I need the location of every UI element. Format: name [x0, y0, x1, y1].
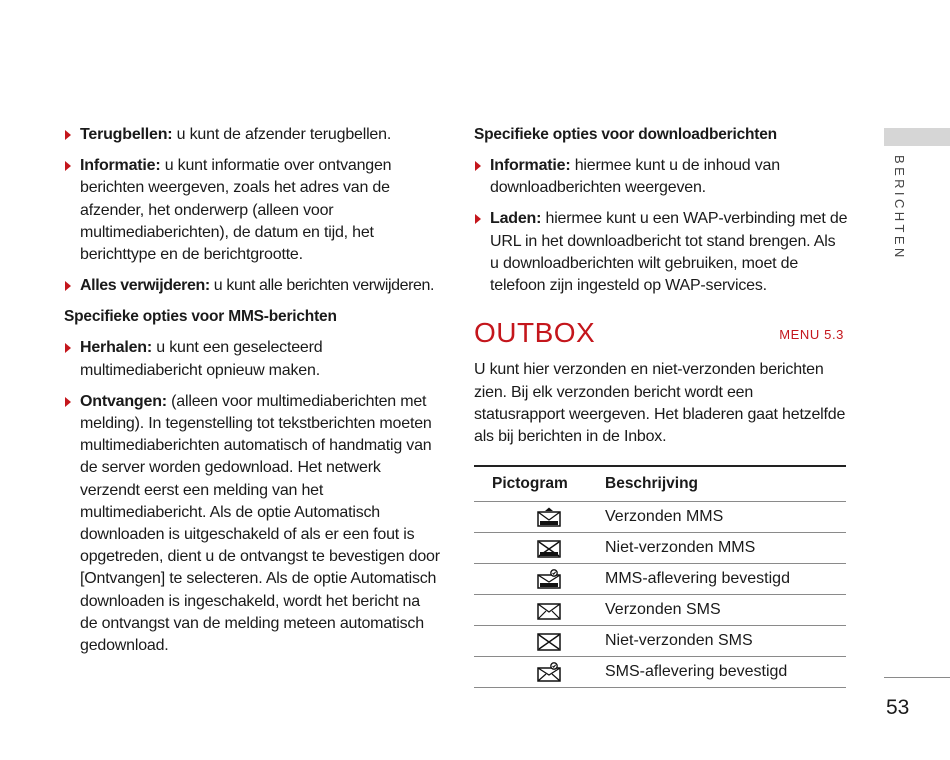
bullet-arrow-icon — [65, 130, 71, 140]
option-text: hiermee kunt u de inhoud van downloadberichten weergeven. — [490, 157, 780, 197]
table-row — [474, 656, 846, 687]
section-title: OUTBOX — [474, 317, 596, 349]
option-item — [64, 155, 440, 266]
option-text: u kunt de afzender terugbellen. — [176, 126, 392, 143]
right-column — [474, 124, 848, 688]
row-description: Verzonden MMS — [605, 501, 846, 532]
mms-unsent-icon — [537, 538, 561, 558]
sms-delivered-icon — [537, 662, 561, 682]
side-tab-bar — [884, 128, 950, 146]
page-number-divider — [884, 677, 950, 678]
section-description: U kunt hier verzonden en niet-verzonden berichten zien. Bij elk verzonden bericht wordt een statusrapport weergeven. Het bladeren gaat hetzelfde als bij berichten in de Inbox. — [474, 361, 846, 446]
option-text: u kunt alle berichten verwijderen. — [213, 277, 435, 295]
table-row — [474, 625, 846, 656]
table-row — [474, 594, 846, 625]
menu-number: MENU 5.3 — [779, 327, 844, 343]
option-item — [64, 391, 440, 657]
outbox-section-header — [474, 317, 848, 355]
bullet-arrow-icon — [65, 161, 71, 171]
option-term: Ontvangen: — [80, 392, 167, 410]
sms-sent-icon — [537, 600, 561, 620]
option-term: Informatie: — [80, 157, 161, 175]
option-text: u kunt een geselecteerd multimediabericht opnieuw maken. — [80, 339, 323, 379]
column-header-icon: Pictogram — [492, 474, 568, 492]
option-text: (alleen voor multimediaberichten met melding). In tegenstelling tot tekstberichten moeten multimediaberichten automatisch of handmatig van de server worden gedownload. Het netwerk verzendt eerst een melding van het multimediabericht. Als de optie Automatisch downloaden is uitgeschakeld of als er een fout is opgetreden, dient u de ontvangst te bevestigen door [Ontvangen] te selecteren. Als de optie Automatisch downloaden is ingeschakeld, wordt het bericht na de ontvangst van de melding meteen automatisch gedownload. — [80, 392, 440, 655]
option-item — [474, 155, 848, 199]
option-term: Laden: — [490, 210, 542, 228]
option-item — [474, 208, 848, 297]
row-description: Niet-verzonden SMS — [605, 625, 846, 656]
page-number: 53 — [886, 696, 910, 719]
table-row — [474, 532, 846, 563]
icon-table — [474, 465, 846, 688]
bullet-arrow-icon — [475, 214, 481, 224]
option-text: hiermee kunt u een WAP-verbinding met de URL in het downloadbericht tot stand brengen. Als u downloadberichten wilt gebruiken, moet de telefoon zijn ingesteld op WAP-services. — [490, 210, 848, 295]
left-column — [64, 124, 440, 666]
row-description: Verzonden SMS — [605, 594, 846, 625]
option-item — [64, 275, 440, 297]
bullet-arrow-icon — [475, 161, 481, 171]
option-term: Informatie: — [490, 157, 571, 174]
column-header-description: Beschrijving — [605, 474, 699, 492]
table-header-row — [474, 466, 846, 502]
bullet-arrow-icon — [65, 281, 71, 291]
mms-delivered-icon — [537, 569, 561, 589]
row-description: MMS-aflevering bevestigd — [605, 563, 846, 594]
bullet-arrow-icon — [65, 397, 71, 407]
download-options-heading: Specifieke opties voor downloadberichten — [474, 126, 777, 143]
sms-unsent-icon — [537, 631, 561, 651]
row-description: Niet-verzonden MMS — [605, 532, 846, 563]
option-text: u kunt informatie over ontvangen berichten weergeven, zoals het adres van de afzender, het onderwerp (alleen voor multimediaberichten), de datum en tijd, het berichttype en de berichtgrootte. — [80, 157, 392, 264]
table-row — [474, 501, 846, 532]
option-term: Alles verwijderen: — [80, 277, 210, 295]
bullet-arrow-icon — [65, 343, 71, 353]
side-tab-label: BERICHTEN — [892, 155, 907, 261]
option-term: Terugbellen: — [80, 126, 173, 143]
mms-sent-icon — [537, 507, 561, 527]
row-description: SMS-aflevering bevestigd — [605, 656, 846, 687]
option-term: Herhalen: — [80, 339, 152, 357]
option-item — [64, 124, 440, 146]
mms-options-heading: Specifieke opties voor MMS-berichten — [64, 308, 337, 326]
table-row — [474, 563, 846, 594]
option-item — [64, 337, 440, 381]
